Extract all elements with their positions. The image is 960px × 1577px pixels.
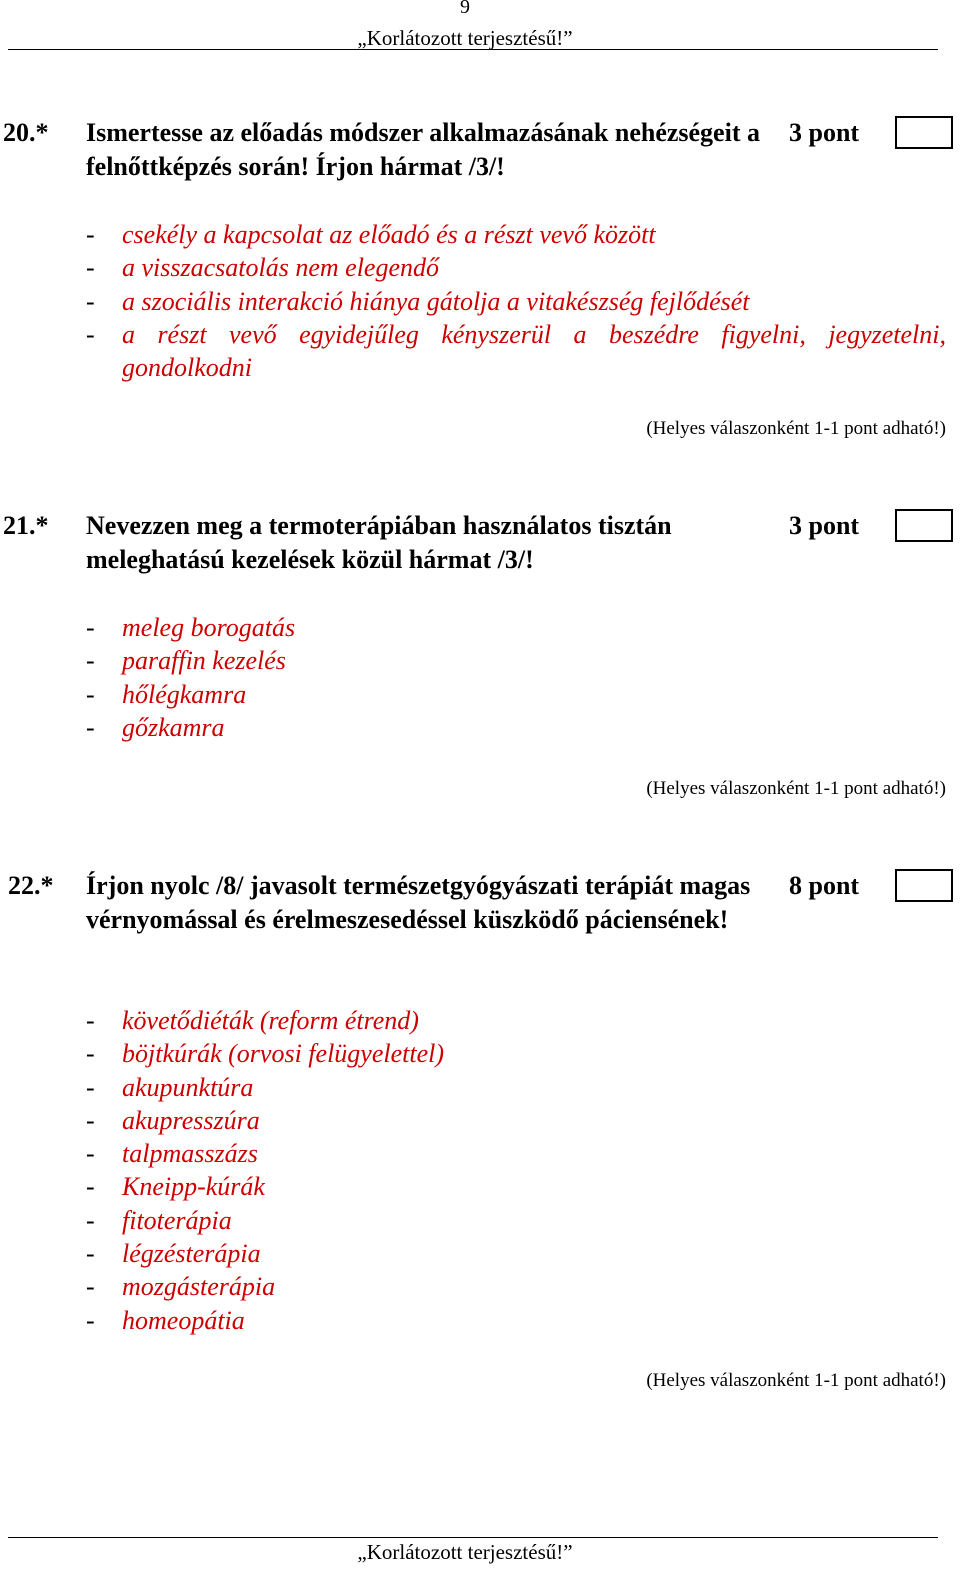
- answer-item: - paraffin kezelés: [86, 644, 946, 677]
- score-box[interactable]: [895, 116, 953, 149]
- question-points: 3 pont: [789, 511, 860, 540]
- answer-item: - akupunktúra: [86, 1071, 946, 1104]
- footer-note: „Korlátozott terjesztésű!”: [357, 1540, 573, 1564]
- question-number: 21.*: [3, 511, 49, 540]
- question-text: Nevezzen meg a termoterápiában használatos tisztán meleghatású kezelések közül hármat /3/!: [86, 511, 672, 574]
- dash-bullet: -: [86, 1272, 95, 1302]
- question-text: Ismertesse az előadás módszer alkalmazásának nehézségeit a felnőttképzés során! Írjon hármat /3/!: [86, 118, 760, 181]
- header-rule: [8, 49, 938, 50]
- answer-item: - akupresszúra: [86, 1104, 946, 1137]
- question-number: 20.*: [3, 118, 49, 147]
- question-points: 8 pont: [789, 871, 860, 900]
- dash-bullet: -: [86, 319, 95, 349]
- dash-bullet: -: [86, 1072, 95, 1102]
- dash-bullet: -: [86, 679, 95, 709]
- dash-bullet: -: [86, 286, 95, 316]
- answer-item: - mozgásterápia: [86, 1270, 946, 1303]
- answer-item: - homeopátia: [86, 1304, 946, 1337]
- answer-item: - a részt vevő egyidejűleg kényszerül a beszédre figyelni, jegyzetelni, gondolkodni: [86, 319, 946, 383]
- dash-bullet: -: [86, 1105, 95, 1135]
- dash-bullet: -: [86, 646, 95, 676]
- answer-item: - a szociális interakció hiánya gátolja a vitakészség fejlődését: [86, 285, 946, 318]
- dash-bullet: -: [86, 1305, 95, 1335]
- header-note: „Korlátozott terjesztésű!”: [357, 26, 573, 50]
- answer-item: - gőzkamra: [86, 711, 946, 744]
- dash-bullet: -: [86, 253, 95, 283]
- scoring-note: (Helyes válaszonként 1-1 pont adható!): [646, 418, 946, 439]
- footer-rule: [8, 1537, 938, 1538]
- scoring-note: (Helyes válaszonként 1-1 pont adható!): [646, 1370, 946, 1391]
- answer-item: - fitoterápia: [86, 1204, 946, 1237]
- score-box[interactable]: [895, 509, 953, 542]
- answer-item: - követődiéták (reform étrend): [86, 1004, 946, 1037]
- question-text: Írjon nyolc /8/ javasolt természetgyógyászati terápiát magas vérnyomással és érelmeszesedéssel küszködő páciensének!: [86, 871, 751, 934]
- dash-bullet: -: [86, 712, 95, 742]
- dash-bullet: -: [86, 1139, 95, 1169]
- answer-item: - talpmasszázs: [86, 1137, 946, 1170]
- answer-list-21: [86, 611, 946, 744]
- dash-bullet: -: [86, 1006, 95, 1035]
- score-box[interactable]: [895, 869, 953, 902]
- answer-item: - Kneipp-kúrák: [86, 1170, 946, 1203]
- answer-list-20: [86, 218, 946, 384]
- answer-item: - hőlégkamra: [86, 678, 946, 711]
- dash-bullet: -: [86, 1172, 95, 1202]
- answer-list-22: [86, 1004, 946, 1337]
- dash-bullet: -: [86, 613, 95, 642]
- answer-item: - böjtkúrák (orvosi felügyelettel): [86, 1037, 946, 1070]
- question-number: 22.*: [8, 871, 54, 900]
- dash-bullet: -: [86, 220, 95, 249]
- answer-item: - csekély a kapcsolat az előadó és a részt vevő között: [86, 218, 946, 251]
- question-points: 3 pont: [789, 118, 860, 147]
- answer-item: - meleg borogatás: [86, 611, 946, 644]
- dash-bullet: -: [86, 1039, 95, 1069]
- scoring-note: (Helyes válaszonként 1-1 pont adható!): [646, 778, 946, 799]
- dash-bullet: -: [86, 1205, 95, 1235]
- dash-bullet: -: [86, 1239, 95, 1269]
- page-number: 9: [460, 0, 470, 18]
- answer-item: - a visszacsatolás nem elegendő: [86, 251, 946, 284]
- answer-item: - légzésterápia: [86, 1237, 946, 1270]
